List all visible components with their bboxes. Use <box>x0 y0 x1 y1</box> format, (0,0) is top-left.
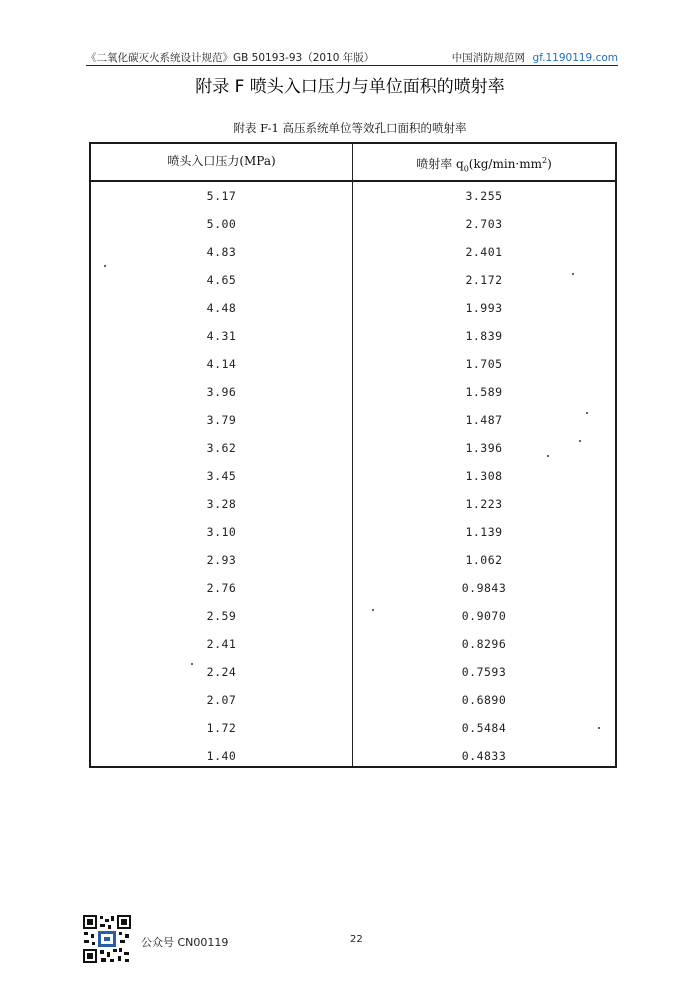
rate-cell: 1.589 <box>465 385 503 399</box>
table-header-row <box>91 144 615 182</box>
rate-cell: 2.172 <box>465 273 503 287</box>
scan-speck <box>598 727 600 729</box>
pressure-cell: 4.31 <box>206 329 237 343</box>
rate-cell: 1.139 <box>465 525 503 539</box>
rate-cell: 1.308 <box>465 469 503 483</box>
table-row <box>91 182 615 210</box>
rate-cell: 0.7593 <box>461 665 507 679</box>
table-row <box>91 602 615 630</box>
table-row <box>91 350 615 378</box>
table-row <box>91 266 615 294</box>
rate-cell: 1.993 <box>465 301 503 315</box>
rate-cell: 1.062 <box>465 553 503 567</box>
rate-cell: 3.255 <box>465 189 503 203</box>
qr-code-graphic <box>82 914 132 964</box>
pressure-cell: 5.00 <box>206 217 237 231</box>
header-rate-subscript: 0 <box>463 164 469 174</box>
table-row <box>91 378 615 406</box>
pressure-cell: 4.65 <box>206 273 237 287</box>
rate-cell: 2.401 <box>465 245 503 259</box>
table-row <box>91 406 615 434</box>
site-url-link[interactable]: gf.1190119.com <box>532 52 618 64</box>
pressure-cell: 2.59 <box>206 609 237 623</box>
pressure-cell: 2.24 <box>206 665 237 679</box>
pressure-cell: 4.14 <box>206 357 237 371</box>
page-header <box>86 51 618 66</box>
page-title: 附录 F 喷头入口压力与单位面积的喷射率 <box>195 77 505 97</box>
table-row <box>91 742 615 770</box>
table-row <box>91 714 615 742</box>
discharge-rate-table <box>89 142 617 768</box>
pressure-cell: 2.93 <box>206 553 237 567</box>
rate-cell: 0.4833 <box>461 749 507 763</box>
site-credit <box>452 51 618 65</box>
scan-speck <box>547 455 549 457</box>
rate-cell: 1.396 <box>465 441 503 455</box>
rate-cell: 0.5484 <box>461 721 507 735</box>
qr-code <box>82 914 132 964</box>
scan-speck <box>104 265 106 267</box>
pressure-cell: 3.10 <box>206 525 237 539</box>
header-rate-superscript: 2 <box>542 156 548 165</box>
page-number: 22 <box>350 934 363 945</box>
pressure-cell: 3.79 <box>206 413 237 427</box>
table-row <box>91 658 615 686</box>
table-row <box>91 210 615 238</box>
header-rate-units: (kg/min·mm <box>468 157 542 171</box>
header-rate-prefix: 喷射率 q <box>416 157 464 171</box>
rate-cell: 0.9070 <box>461 609 507 623</box>
pressure-cell: 4.48 <box>206 301 237 315</box>
scan-speck <box>572 273 574 275</box>
site-name: 中国消防规范网 <box>451 52 526 64</box>
rate-cell: 1.839 <box>465 329 503 343</box>
rate-cell: 0.6890 <box>461 693 507 707</box>
header-pressure: 喷头入口压力(MPa) <box>167 154 276 168</box>
rate-cell: 0.9843 <box>461 581 507 595</box>
pressure-cell: 2.41 <box>206 637 237 651</box>
pressure-cell: 3.62 <box>206 441 237 455</box>
wechat-account: 公众号 CN00119 <box>141 936 229 949</box>
table-row <box>91 294 615 322</box>
rate-cell: 1.487 <box>465 413 503 427</box>
table-row <box>91 462 615 490</box>
rate-cell: 1.705 <box>465 357 503 371</box>
table-row <box>91 238 615 266</box>
header-rate <box>353 144 615 180</box>
scan-speck <box>191 663 193 665</box>
table-row <box>91 322 615 350</box>
table-caption: 附表 F-1 高压系统单位等效孔口面积的喷射率 <box>233 121 467 135</box>
pressure-cell: 4.83 <box>206 245 237 259</box>
table-row <box>91 434 615 462</box>
scan-speck <box>372 609 374 611</box>
table-row <box>91 546 615 574</box>
table-body <box>91 182 615 770</box>
table-row <box>91 630 615 658</box>
table-row <box>91 686 615 714</box>
document-title-header: 《二氧化碳灭火系统设计规范》GB 50193-93（2010 年版） <box>86 52 375 64</box>
pressure-cell: 2.07 <box>206 693 237 707</box>
table-row <box>91 518 615 546</box>
rate-cell: 1.223 <box>465 497 503 511</box>
table-row <box>91 574 615 602</box>
header-rate-close: ) <box>547 157 552 171</box>
pressure-cell: 1.72 <box>206 721 237 735</box>
scan-speck <box>579 440 581 442</box>
rate-cell: 2.703 <box>465 217 503 231</box>
pressure-cell: 3.96 <box>206 385 237 399</box>
scan-speck <box>586 412 588 414</box>
pressure-cell: 5.17 <box>206 189 237 203</box>
pressure-cell: 3.45 <box>206 469 237 483</box>
rate-cell: 0.8296 <box>461 637 507 651</box>
table-row <box>91 490 615 518</box>
pressure-cell: 3.28 <box>206 497 237 511</box>
pressure-cell: 1.40 <box>206 749 237 763</box>
pressure-cell: 2.76 <box>206 581 237 595</box>
